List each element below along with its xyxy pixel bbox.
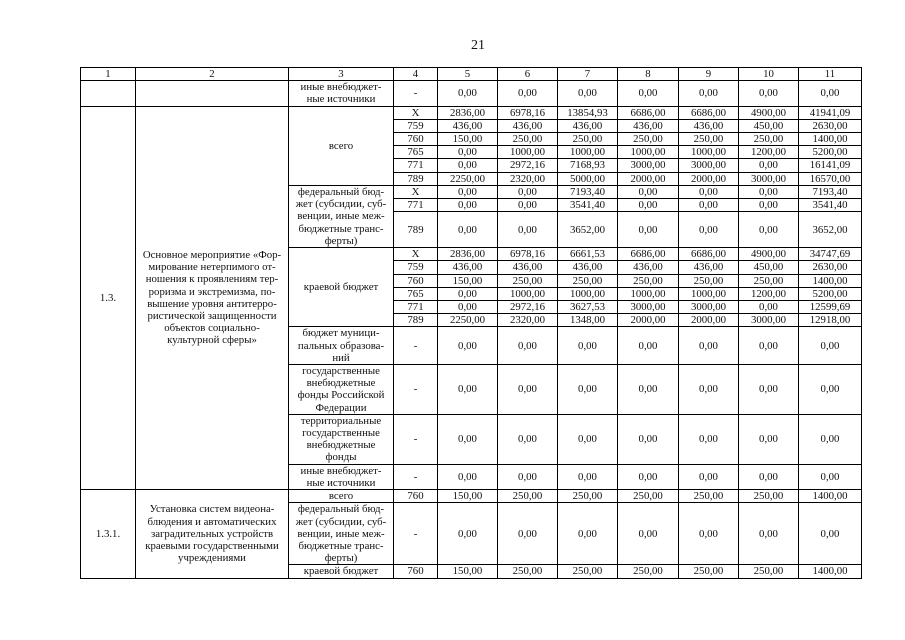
value-cell-col5: 436,00 — [438, 261, 498, 274]
budget-code: 759 — [394, 119, 438, 132]
value-cell-col11: 5200,00 — [799, 287, 862, 300]
value-cell-col6: 250,00 — [498, 565, 558, 578]
value-cell-col8: 0,00 — [618, 212, 679, 248]
value-cell-col5: 0,00 — [438, 414, 498, 464]
value-cell-col7: 3627,53 — [558, 301, 618, 314]
value-cell-col7: 1000,00 — [558, 146, 618, 159]
value-cell-col5: 0,00 — [438, 464, 498, 489]
value-cell-col5: 0,00 — [438, 212, 498, 248]
value-cell-col8: 6686,00 — [618, 248, 679, 261]
value-cell-col11: 1400,00 — [799, 133, 862, 146]
value-cell-col10: 0,00 — [739, 185, 799, 198]
value-cell-col11: 1400,00 — [799, 565, 862, 578]
budget-code: 760 — [394, 133, 438, 146]
value-cell-col9: 0,00 — [679, 503, 739, 565]
value-cell-col9: 0,00 — [679, 199, 739, 212]
item-number — [81, 81, 136, 106]
value-cell-col7: 7193,40 — [558, 185, 618, 198]
value-cell-col9: 0,00 — [679, 464, 739, 489]
value-cell-col8: 436,00 — [618, 119, 679, 132]
item-title: Основное мероприятие «Фор- мирование нетерпимого от- ношения к проявлениям тер- роризма и экстремизма, по- вышение уровня антитерро- ристической защищенности объектов социально- культурной сферы» — [136, 106, 289, 489]
budget-code: 771 — [394, 159, 438, 172]
value-cell-col8: 6686,00 — [618, 106, 679, 119]
value-cell-col10: 1200,00 — [739, 146, 799, 159]
value-cell-col5: 150,00 — [438, 274, 498, 287]
value-cell-col9: 6686,00 — [679, 106, 739, 119]
value-cell-col7: 250,00 — [558, 274, 618, 287]
value-cell-col5: 2836,00 — [438, 106, 498, 119]
table-row — [81, 81, 862, 106]
value-cell-col6: 2320,00 — [498, 172, 558, 185]
value-cell-col11: 2630,00 — [799, 119, 862, 132]
value-cell-col10: 450,00 — [739, 119, 799, 132]
value-cell-col7: 3541,40 — [558, 199, 618, 212]
value-cell-col6: 250,00 — [498, 274, 558, 287]
funding-source-label: краевой бюджет — [289, 565, 394, 578]
value-cell-col8: 250,00 — [618, 133, 679, 146]
value-cell-col8: 0,00 — [618, 185, 679, 198]
value-cell-col6: 0,00 — [498, 199, 558, 212]
value-cell-col5: 0,00 — [438, 185, 498, 198]
value-cell-col7: 0,00 — [558, 81, 618, 106]
value-cell-col6: 6978,16 — [498, 106, 558, 119]
budget-code: 771 — [394, 301, 438, 314]
value-cell-col11: 5200,00 — [799, 146, 862, 159]
value-cell-col9: 2000,00 — [679, 314, 739, 327]
column-header-4: 4 — [394, 68, 438, 81]
value-cell-col5: 436,00 — [438, 119, 498, 132]
value-cell-col11: 1400,00 — [799, 490, 862, 503]
value-cell-col5: 0,00 — [438, 159, 498, 172]
value-cell-col6: 1000,00 — [498, 287, 558, 300]
value-cell-col9: 1000,00 — [679, 287, 739, 300]
value-cell-col10: 0,00 — [739, 365, 799, 415]
value-cell-col6: 250,00 — [498, 133, 558, 146]
value-cell-col11: 0,00 — [799, 327, 862, 365]
value-cell-col7: 436,00 — [558, 261, 618, 274]
value-cell-col8: 3000,00 — [618, 159, 679, 172]
value-cell-col9: 0,00 — [679, 365, 739, 415]
value-cell-col8: 3000,00 — [618, 301, 679, 314]
column-header-5: 5 — [438, 68, 498, 81]
funding-source-label: всего — [289, 490, 394, 503]
value-cell-col7: 1348,00 — [558, 314, 618, 327]
value-cell-col10: 0,00 — [739, 212, 799, 248]
budget-code: - — [394, 464, 438, 489]
budget-code: X — [394, 185, 438, 198]
budget-code: - — [394, 414, 438, 464]
header-row — [81, 68, 862, 81]
value-cell-col8: 0,00 — [618, 414, 679, 464]
budget-code: 765 — [394, 287, 438, 300]
value-cell-col11: 0,00 — [799, 365, 862, 415]
value-cell-col8: 0,00 — [618, 327, 679, 365]
value-cell-col5: 2250,00 — [438, 172, 498, 185]
value-cell-col11: 41941,09 — [799, 106, 862, 119]
value-cell-col5: 0,00 — [438, 81, 498, 106]
value-cell-col11: 0,00 — [799, 464, 862, 489]
value-cell-col5: 0,00 — [438, 327, 498, 365]
value-cell-col11: 0,00 — [799, 414, 862, 464]
value-cell-col11: 1400,00 — [799, 274, 862, 287]
value-cell-col10: 1200,00 — [739, 287, 799, 300]
value-cell-col5: 2250,00 — [438, 314, 498, 327]
value-cell-col10: 0,00 — [739, 464, 799, 489]
table-row — [81, 490, 862, 503]
value-cell-col7: 0,00 — [558, 503, 618, 565]
column-header-3: 3 — [289, 68, 394, 81]
value-cell-col8: 436,00 — [618, 261, 679, 274]
item-title: Установка систем видеона- блюдения и автоматических заградительных устройств краевыми государственными учреждениями — [136, 490, 289, 578]
value-cell-col7: 0,00 — [558, 464, 618, 489]
value-cell-col10: 0,00 — [739, 301, 799, 314]
value-cell-col5: 0,00 — [438, 301, 498, 314]
value-cell-col10: 250,00 — [739, 490, 799, 503]
value-cell-col11: 12599,69 — [799, 301, 862, 314]
value-cell-col7: 250,00 — [558, 133, 618, 146]
value-cell-col6: 1000,00 — [498, 146, 558, 159]
budget-code: X — [394, 106, 438, 119]
value-cell-col7: 0,00 — [558, 365, 618, 415]
column-header-9: 9 — [679, 68, 739, 81]
value-cell-col8: 0,00 — [618, 464, 679, 489]
budget-code: 760 — [394, 565, 438, 578]
funding-source-label: федеральный бюд- жет (субсидии, суб- венции, иные меж- бюджетные транс- ферты) — [289, 185, 394, 247]
value-cell-col7: 5000,00 — [558, 172, 618, 185]
value-cell-col11: 3541,40 — [799, 199, 862, 212]
column-header-7: 7 — [558, 68, 618, 81]
column-header-10: 10 — [739, 68, 799, 81]
budget-code: 771 — [394, 199, 438, 212]
value-cell-col6: 0,00 — [498, 414, 558, 464]
value-cell-col6: 250,00 — [498, 490, 558, 503]
value-cell-col9: 1000,00 — [679, 146, 739, 159]
value-cell-col8: 0,00 — [618, 365, 679, 415]
table-row — [81, 106, 862, 119]
item-title — [136, 81, 289, 106]
value-cell-col9: 250,00 — [679, 133, 739, 146]
column-header-8: 8 — [618, 68, 679, 81]
value-cell-col10: 0,00 — [739, 414, 799, 464]
value-cell-col9: 0,00 — [679, 327, 739, 365]
value-cell-col10: 4900,00 — [739, 106, 799, 119]
value-cell-col9: 0,00 — [679, 414, 739, 464]
budget-code: 759 — [394, 261, 438, 274]
item-number: 1.3.1. — [81, 490, 136, 578]
value-cell-col10: 4900,00 — [739, 248, 799, 261]
budget-code: 765 — [394, 146, 438, 159]
value-cell-col10: 0,00 — [739, 503, 799, 565]
value-cell-col7: 1000,00 — [558, 287, 618, 300]
budget-code: 789 — [394, 212, 438, 248]
budget-code: X — [394, 248, 438, 261]
value-cell-col8: 0,00 — [618, 199, 679, 212]
value-cell-col6: 436,00 — [498, 119, 558, 132]
value-cell-col9: 250,00 — [679, 490, 739, 503]
value-cell-col6: 0,00 — [498, 81, 558, 106]
value-cell-col6: 0,00 — [498, 212, 558, 248]
value-cell-col11: 0,00 — [799, 81, 862, 106]
budget-code: - — [394, 327, 438, 365]
value-cell-col6: 0,00 — [498, 464, 558, 489]
value-cell-col5: 2836,00 — [438, 248, 498, 261]
budget-code: 789 — [394, 172, 438, 185]
budget-code: 760 — [394, 274, 438, 287]
value-cell-col7: 0,00 — [558, 327, 618, 365]
value-cell-col7: 436,00 — [558, 119, 618, 132]
column-header-6: 6 — [498, 68, 558, 81]
column-header-11: 11 — [799, 68, 862, 81]
value-cell-col8: 0,00 — [618, 81, 679, 106]
value-cell-col9: 436,00 — [679, 119, 739, 132]
value-cell-col11: 0,00 — [799, 503, 862, 565]
value-cell-col9: 3000,00 — [679, 159, 739, 172]
funding-source-label: федеральный бюд- жет (субсидии, суб- венции, иные меж- бюджетные транс- ферты) — [289, 503, 394, 565]
value-cell-col11: 16570,00 — [799, 172, 862, 185]
value-cell-col7: 13854,93 — [558, 106, 618, 119]
value-cell-col10: 3000,00 — [739, 172, 799, 185]
value-cell-col9: 0,00 — [679, 81, 739, 106]
value-cell-col5: 0,00 — [438, 199, 498, 212]
value-cell-col6: 0,00 — [498, 185, 558, 198]
budget-code: - — [394, 503, 438, 565]
funding-source-label: краевой бюджет — [289, 248, 394, 327]
value-cell-col7: 250,00 — [558, 490, 618, 503]
value-cell-col9: 0,00 — [679, 185, 739, 198]
value-cell-col8: 2000,00 — [618, 172, 679, 185]
value-cell-col6: 2320,00 — [498, 314, 558, 327]
value-cell-col10: 250,00 — [739, 133, 799, 146]
funding-source-label: иные внебюджет- ные источники — [289, 81, 394, 106]
funding-source-label: всего — [289, 106, 394, 185]
value-cell-col6: 6978,16 — [498, 248, 558, 261]
value-cell-col7: 7168,93 — [558, 159, 618, 172]
budget-code: - — [394, 81, 438, 106]
value-cell-col10: 250,00 — [739, 565, 799, 578]
value-cell-col9: 436,00 — [679, 261, 739, 274]
value-cell-col11: 16141,09 — [799, 159, 862, 172]
value-cell-col6: 436,00 — [498, 261, 558, 274]
value-cell-col9: 3000,00 — [679, 301, 739, 314]
funding-source-label: государственные внебюджетные фонды Российской Федерации — [289, 365, 394, 415]
column-header-2: 2 — [136, 68, 289, 81]
value-cell-col5: 150,00 — [438, 133, 498, 146]
item-number: 1.3. — [81, 106, 136, 489]
page-number: 21 — [471, 38, 485, 53]
value-cell-col11: 12918,00 — [799, 314, 862, 327]
value-cell-col6: 0,00 — [498, 327, 558, 365]
value-cell-col9: 6686,00 — [679, 248, 739, 261]
budget-code: - — [394, 365, 438, 415]
value-cell-col5: 150,00 — [438, 565, 498, 578]
value-cell-col5: 150,00 — [438, 490, 498, 503]
funding-source-label: бюджет муници- пальных образова- ний — [289, 327, 394, 365]
value-cell-col6: 2972,16 — [498, 159, 558, 172]
value-cell-col10: 0,00 — [739, 327, 799, 365]
value-cell-col8: 0,00 — [618, 503, 679, 565]
value-cell-col7: 0,00 — [558, 414, 618, 464]
value-cell-col11: 34747,69 — [799, 248, 862, 261]
table-header — [81, 68, 862, 81]
column-header-1: 1 — [81, 68, 136, 81]
value-cell-col7: 3652,00 — [558, 212, 618, 248]
budget-code: 760 — [394, 490, 438, 503]
value-cell-col10: 3000,00 — [739, 314, 799, 327]
value-cell-col11: 3652,00 — [799, 212, 862, 248]
value-cell-col6: 0,00 — [498, 503, 558, 565]
value-cell-col5: 0,00 — [438, 287, 498, 300]
value-cell-col5: 0,00 — [438, 365, 498, 415]
value-cell-col10: 0,00 — [739, 81, 799, 106]
value-cell-col9: 2000,00 — [679, 172, 739, 185]
funding-source-label: иные внебюджет- ные источники — [289, 464, 394, 489]
value-cell-col9: 0,00 — [679, 212, 739, 248]
funding-source-label: территориальные государственные внебюджетные фонды — [289, 414, 394, 464]
value-cell-col6: 0,00 — [498, 365, 558, 415]
value-cell-col10: 0,00 — [739, 159, 799, 172]
value-cell-col10: 250,00 — [739, 274, 799, 287]
value-cell-col7: 6661,53 — [558, 248, 618, 261]
budget-table — [80, 67, 862, 579]
value-cell-col6: 2972,16 — [498, 301, 558, 314]
value-cell-col8: 2000,00 — [618, 314, 679, 327]
value-cell-col9: 250,00 — [679, 565, 739, 578]
value-cell-col8: 250,00 — [618, 490, 679, 503]
value-cell-col11: 2630,00 — [799, 261, 862, 274]
value-cell-col8: 1000,00 — [618, 146, 679, 159]
value-cell-col5: 0,00 — [438, 503, 498, 565]
value-cell-col8: 1000,00 — [618, 287, 679, 300]
value-cell-col8: 250,00 — [618, 565, 679, 578]
budget-code: 789 — [394, 314, 438, 327]
value-cell-col8: 250,00 — [618, 274, 679, 287]
table-body — [81, 81, 862, 578]
value-cell-col10: 0,00 — [739, 199, 799, 212]
value-cell-col7: 250,00 — [558, 565, 618, 578]
value-cell-col5: 0,00 — [438, 146, 498, 159]
value-cell-col9: 250,00 — [679, 274, 739, 287]
value-cell-col10: 450,00 — [739, 261, 799, 274]
value-cell-col11: 7193,40 — [799, 185, 862, 198]
